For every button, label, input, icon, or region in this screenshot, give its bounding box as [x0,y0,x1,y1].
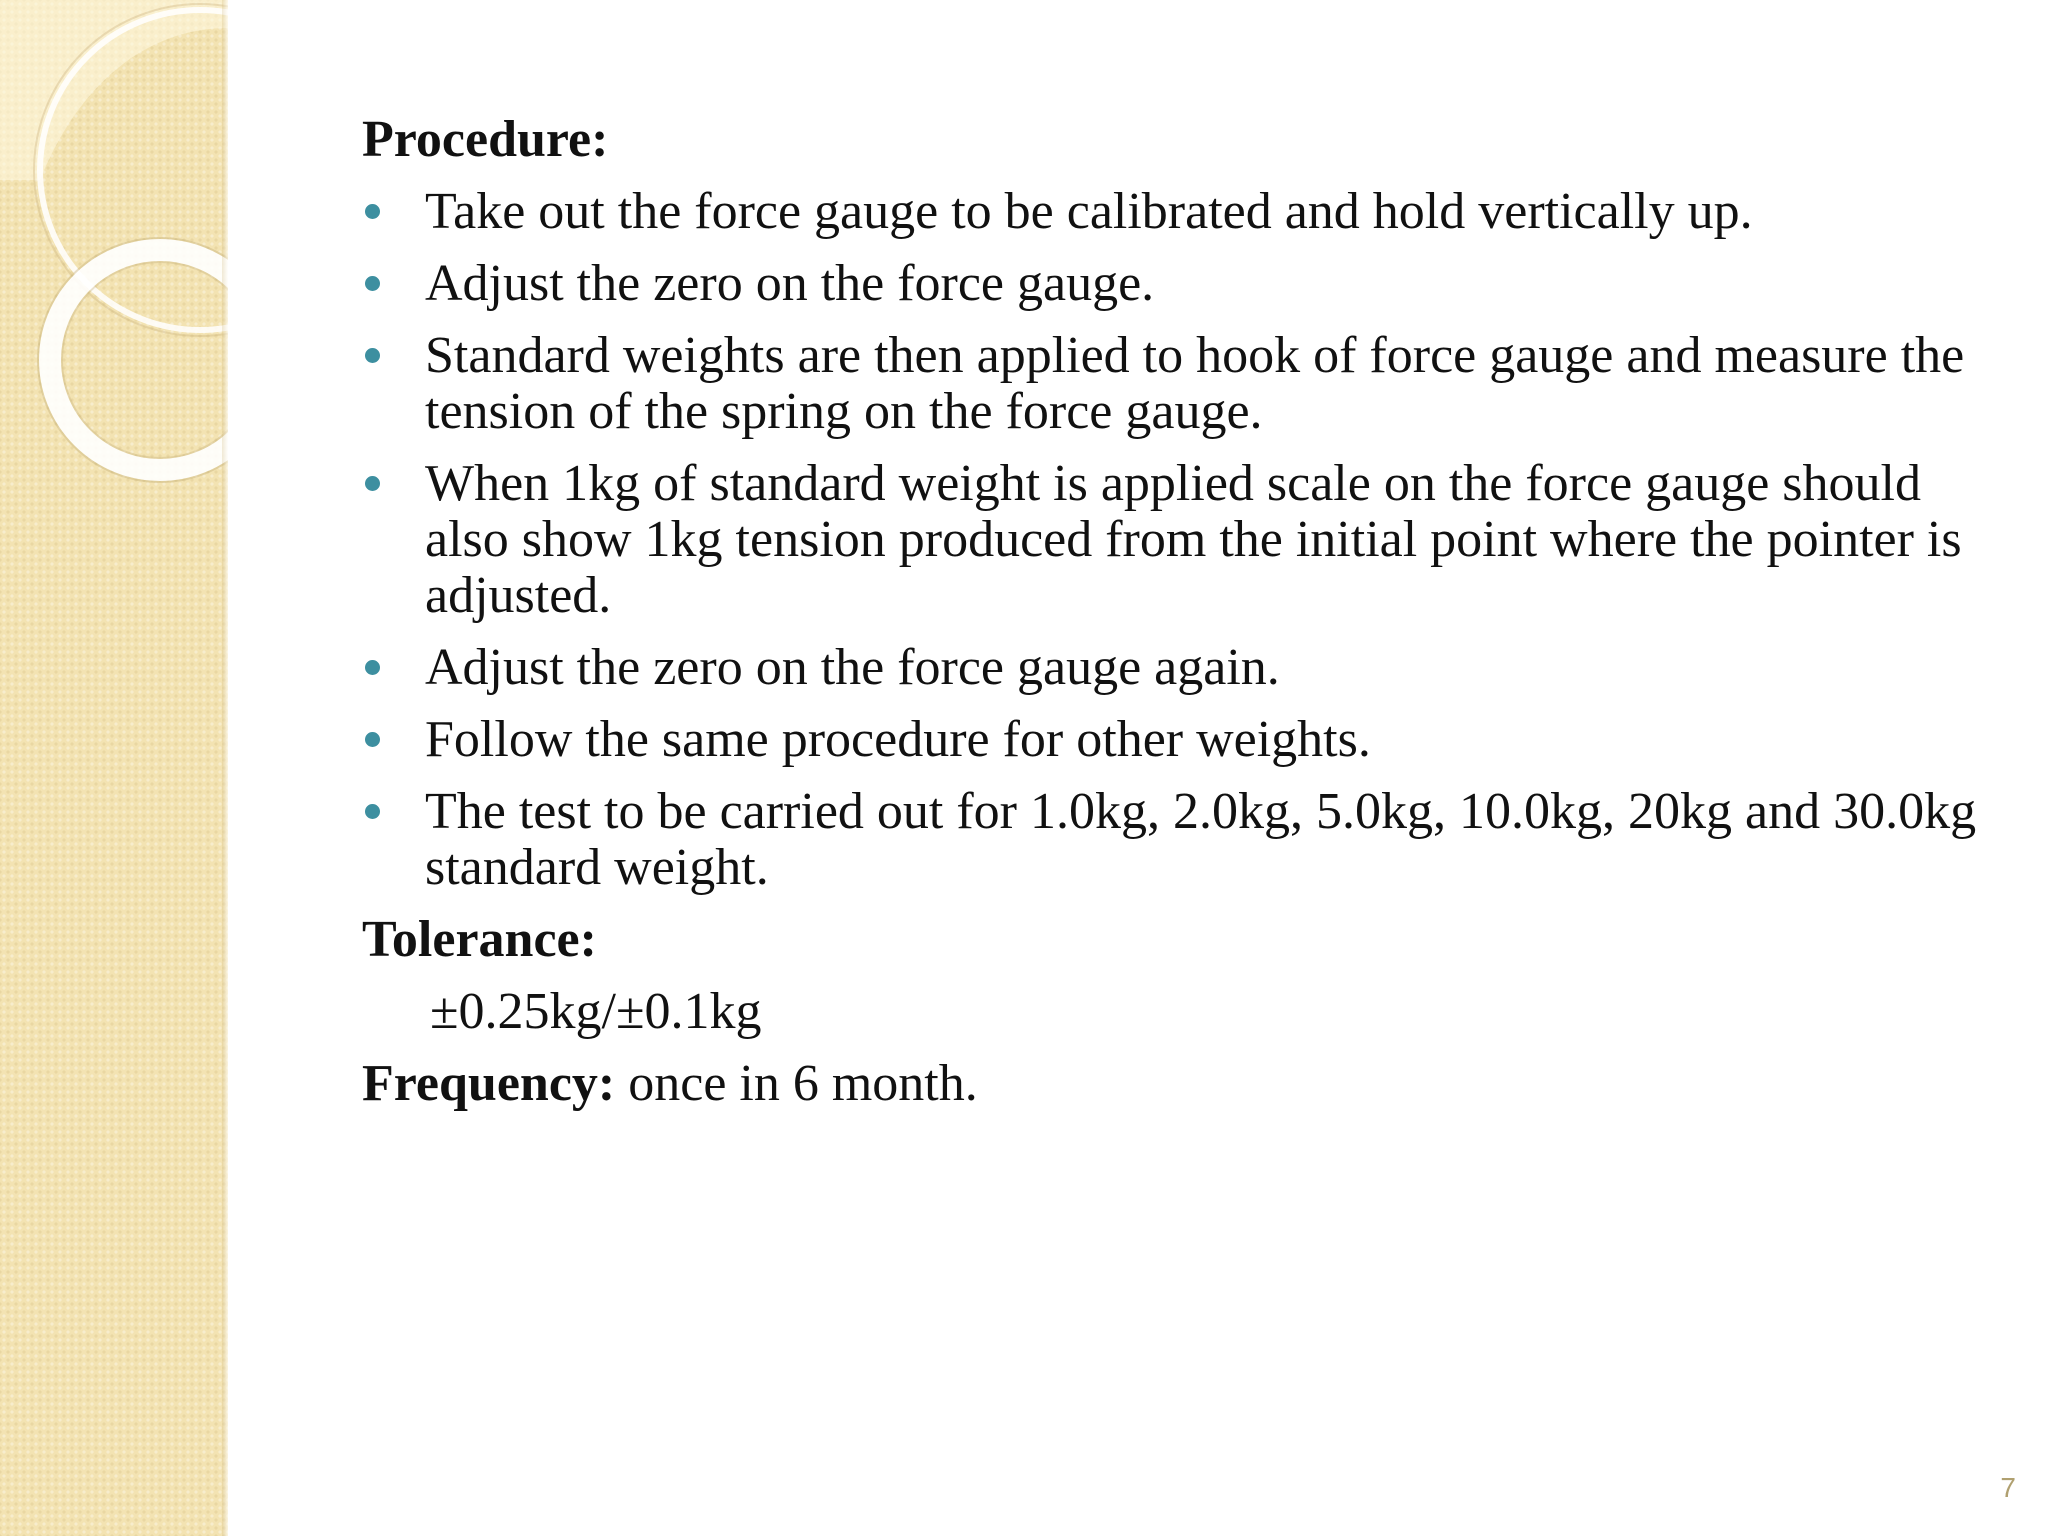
bullet-dot-icon [365,204,380,219]
procedure-list [362,184,1982,896]
bullet-dot-icon [365,276,380,291]
procedure-step-text: When 1kg of standard weight is applied scale on the force gauge should also show 1kg tension produced from the initial point where the pointer is adjusted. [425,455,1962,624]
bullet-dot-icon [365,732,380,747]
frequency-label: Frequency: [362,1055,616,1112]
frequency-value: once in 6 month. [615,1055,978,1112]
decorative-side-band [0,0,228,1536]
procedure-step [362,784,1982,896]
procedure-step-text: Take out the force gauge to be calibrated and hold vertically up. [425,183,1753,240]
procedure-heading: Procedure: [362,111,609,168]
procedure-step [362,256,1982,312]
bullet-dot-icon [365,348,380,363]
frequency-line [362,1056,1982,1112]
tolerance-heading: Tolerance: [362,911,597,968]
decorative-circles-graphic [0,0,228,520]
procedure-step-text: The test to be carried out for 1.0kg, 2.0kg, 5.0kg, 10.0kg, 20kg and 30.0kg standard weight. [425,783,1977,896]
procedure-step [362,328,1982,440]
bullet-dot-icon [365,804,380,819]
procedure-step [362,184,1982,240]
procedure-step-text: Adjust the zero on the force gauge again. [425,639,1280,696]
bullet-dot-icon [365,660,380,675]
procedure-step-text: Standard weights are then applied to hook of force gauge and measure the tension of the spring on the force gauge. [425,327,1965,440]
bullet-dot-icon [365,476,380,491]
tolerance-value: ±0.25kg/±0.1kg [430,983,762,1040]
procedure-step [362,456,1982,624]
procedure-step [362,640,1982,696]
procedure-step-text: Follow the same procedure for other weights. [425,711,1371,768]
procedure-step [362,712,1982,768]
slide-content [362,112,1982,1112]
page-number: 7 [2000,1472,2016,1503]
procedure-step-text: Adjust the zero on the force gauge. [425,255,1155,312]
